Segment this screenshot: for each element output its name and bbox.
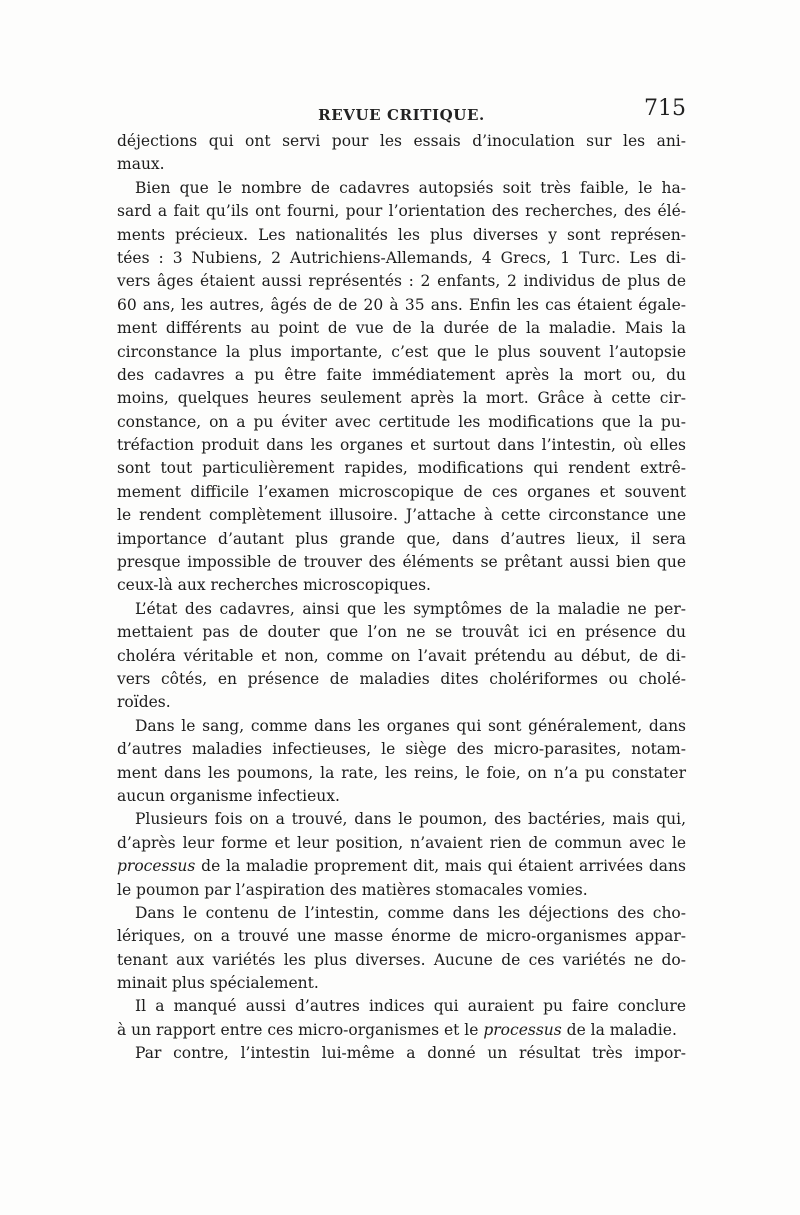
text-segment: maux. xyxy=(117,155,165,174)
text-line xyxy=(117,1042,686,1065)
text-line xyxy=(117,434,686,457)
text-segment: aucun organisme infectieux. xyxy=(117,786,340,805)
text-line xyxy=(117,153,686,176)
text-segment: d’après leur forme et leur position, n’avaient rien de commun avec le xyxy=(117,833,686,852)
text-line xyxy=(117,902,686,925)
text-segment: des cadavres a pu être faite immédiatement après la mort ou, du xyxy=(117,365,686,384)
text-segment: vers côtés, en présence de maladies dites cholériformes ou cholé- xyxy=(117,669,686,688)
text-line xyxy=(117,270,686,293)
text-segment: Il a manqué aussi d’autres indices qui auraient pu faire conclure xyxy=(135,997,686,1016)
text-line xyxy=(117,621,686,644)
text-line xyxy=(117,457,686,480)
text-segment: de la maladie. xyxy=(561,1020,677,1039)
text-line xyxy=(117,1019,686,1042)
text-segment: mettaient pas de douter que l’on ne se trouvât ici en présence du xyxy=(117,623,686,642)
text-segment: sard a fait qu’ils ont fourni, pour l’orientation des recherches, des élé- xyxy=(117,202,686,221)
text-line xyxy=(117,785,686,808)
text-segment: tées : 3 Nubiens, 2 Autrichiens-Allemands, 4 Grecs, 1 Turc. Les di- xyxy=(117,248,686,267)
text-line xyxy=(117,879,686,902)
text-segment: mement difficile l’examen microscopique de ces organes et souvent xyxy=(117,482,686,501)
text-line xyxy=(117,715,686,738)
text-segment: d’autres maladies infectieuses, le siège des micro-parasites, notam- xyxy=(117,740,686,759)
text-segment: ments précieux. Les nationalités les plus diverses y sont représen- xyxy=(117,225,686,244)
text-segment: lériques, on a trouvé une masse énorme de micro-organismes appar- xyxy=(117,927,686,946)
text-segment: vers âges étaient aussi représentés : 2 enfants, 2 individus de plus de xyxy=(117,272,686,291)
text-segment: le rendent complètement illusoire. J’attache à cette circonstance une xyxy=(117,506,686,525)
text-segment: roïdes. xyxy=(117,693,171,712)
text-segment: choléra véritable et non, comme on l’avait prétendu au début, de di- xyxy=(117,646,686,665)
text-line xyxy=(117,528,686,551)
text-line xyxy=(117,411,686,434)
text-line xyxy=(117,832,686,855)
italic-term: processus xyxy=(483,1020,562,1039)
text-line xyxy=(117,645,686,668)
text-line xyxy=(117,808,686,831)
text-segment: circonstance la plus importante, c’est que le plus souvent l’autopsie xyxy=(117,342,686,361)
text-segment: à un rapport entre ces micro-organismes et le xyxy=(117,1020,484,1039)
text-line xyxy=(117,481,686,504)
text-segment: 60 ans, les autres, âgés de de 20 à 35 ans. Enfin les cas étaient égale- xyxy=(117,295,686,314)
text-segment: presque impossible de trouver des éléments se prêtant aussi bien que xyxy=(117,553,686,572)
text-segment: le poumon par l’aspiration des matières stomacales vomies. xyxy=(117,880,588,899)
text-segment: Dans le contenu de l’intestin, comme dans les déjections des cho- xyxy=(135,903,686,922)
text-segment: de la maladie proprement dit, mais qui étaient arrivées dans xyxy=(195,857,686,876)
text-line xyxy=(117,972,686,995)
text-segment: moins, quelques heures seulement après la mort. Grâce à cette cir- xyxy=(117,389,686,408)
page-number: 715 xyxy=(644,96,686,121)
text-segment: ment dans les poumons, la rate, les reins, le foie, on n’a pu constater xyxy=(117,763,686,782)
text-line xyxy=(117,341,686,364)
text-segment: minait plus spécialement. xyxy=(117,974,319,993)
text-line xyxy=(117,738,686,761)
text-segment: tréfaction produit dans les organes et surtout dans l’intestin, où elles xyxy=(117,436,686,455)
text-line xyxy=(117,224,686,247)
text-line xyxy=(117,925,686,948)
text-line xyxy=(117,177,686,200)
text-segment: L’état des cadavres, ainsi que les symptômes de la maladie ne per- xyxy=(135,599,686,618)
text-line xyxy=(117,598,686,621)
running-head: REVUE CRITIQUE. xyxy=(318,106,485,124)
text-line xyxy=(117,855,686,878)
text-line xyxy=(117,504,686,527)
text-segment: Plusieurs fois on a trouvé, dans le poumon, des bactéries, mais qui, xyxy=(135,810,686,829)
text-segment: constance, on a pu éviter avec certitude les modifications que la pu- xyxy=(117,412,686,431)
text-line xyxy=(117,995,686,1018)
text-line xyxy=(117,247,686,270)
text-segment: Dans le sang, comme dans les organes qui sont généralement, dans xyxy=(135,716,686,735)
text-segment: importance d’autant plus grande que, dans d’autres lieux, il sera xyxy=(117,529,686,548)
text-line xyxy=(117,668,686,691)
text-line xyxy=(117,574,686,597)
text-line xyxy=(117,200,686,223)
text-line xyxy=(117,130,686,153)
body-text xyxy=(117,130,686,1066)
text-line xyxy=(117,317,686,340)
text-line xyxy=(117,762,686,785)
text-segment: déjections qui ont servi pour les essais d’inoculation sur les ani- xyxy=(117,132,686,150)
text-line xyxy=(117,949,686,972)
text-segment: Par contre, l’intestin lui-même a donné un résultat très impor- xyxy=(135,1044,686,1063)
text-line xyxy=(117,387,686,410)
text-line xyxy=(117,294,686,317)
text-segment: ceux-là aux recherches microscopiques. xyxy=(117,576,431,595)
text-segment: Bien que le nombre de cadavres autopsiés soit très faible, le ha- xyxy=(135,178,686,197)
text-line xyxy=(117,364,686,387)
page-header xyxy=(117,96,686,132)
text-segment: sont tout particulièrement rapides, modifications qui rendent extrê- xyxy=(117,459,686,478)
text-segment: ment différents au point de vue de la durée de la maladie. Mais la xyxy=(117,319,686,338)
text-line xyxy=(117,551,686,574)
italic-term: processus xyxy=(117,857,196,876)
text-line xyxy=(117,691,686,714)
text-segment: tenant aux variétés les plus diverses. Aucune de ces variétés ne do- xyxy=(117,950,686,969)
